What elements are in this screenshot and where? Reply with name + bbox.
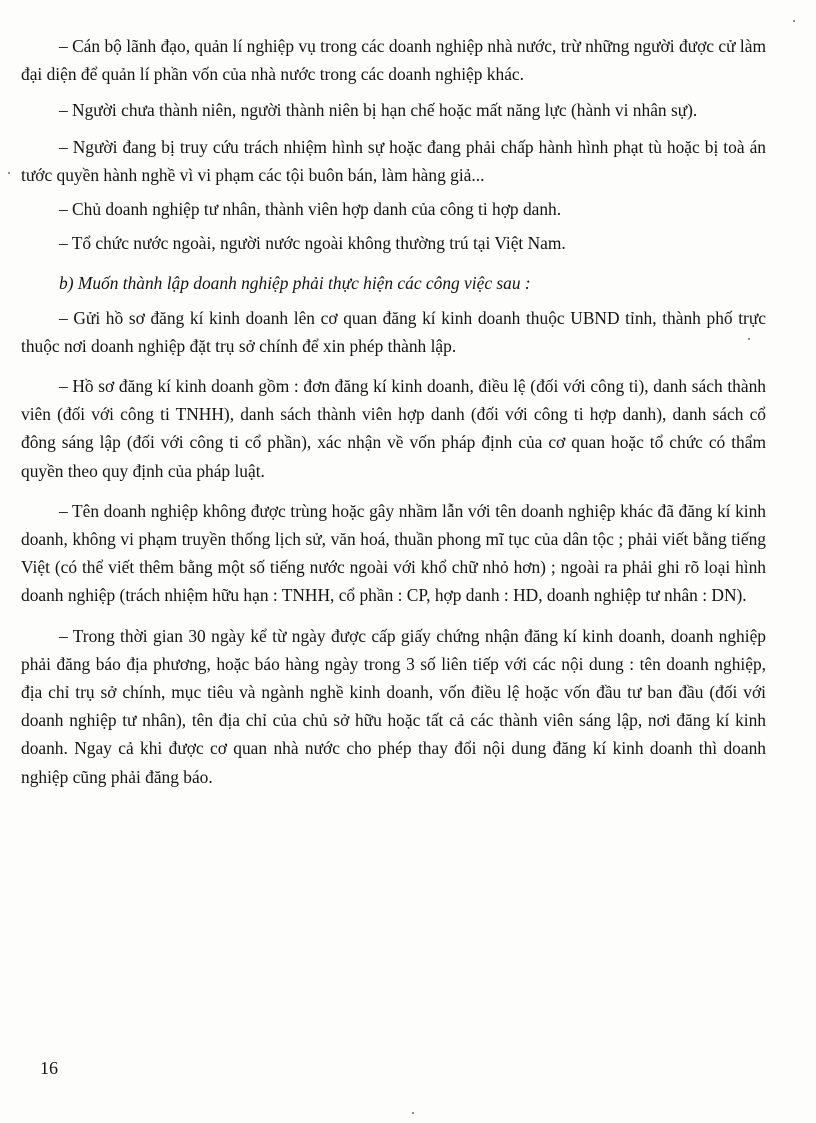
paragraph-submit-dossier: – Gửi hồ sơ đăng kí kinh doanh lên cơ quan đăng kí kinh doanh thuộc UBND tỉnh, thành phố trực thuộc nơi doanh nghiệp đặt trụ sở chính để xin phép thành lập. [21, 307, 766, 356]
scan-speck [748, 338, 750, 340]
paragraph-excluded-minors: – Người chưa thành niên, người thành niên bị hạn chế hoặc mất năng lực (hành vi nhân sự). [59, 100, 698, 121]
paragraph-enterprise-name: – Tên doanh nghiệp không được trùng hoặc gây nhầm lẫn với tên doanh nghiệp khác đã đăng kí kinh doanh, không vi phạm truyền thống lịch sử, văn hoá, thuần phong mĩ tục của dân tộc ; phải viết bằng tiếng Việt (có thể viết thêm bằng một số tiếng nước ngoài với khổ chữ nhỏ hơn) ; ngoài ra phải ghi rõ loại hình doanh nghiệp (trách nhiệm hữu hạn : TNHH, cổ phần : CP, hợp danh : HD, doanh nghiệp tư nhân : DN). [21, 500, 766, 606]
section-heading-b: b) Muốn thành lập doanh nghiệp phải thực hiện các công việc sau : [59, 273, 531, 294]
scan-speck [412, 1112, 414, 1114]
scan-speck [8, 172, 10, 174]
paragraph-excluded-owners: – Chủ doanh nghiệp tư nhân, thành viên hợp danh của công ti hợp danh. [59, 199, 562, 220]
page-number: 16 [40, 1058, 58, 1078]
paragraph-publication: – Trong thời gian 30 ngày kể từ ngày được cấp giấy chứng nhận đăng kí kinh doanh, doanh nghiệp phải đăng báo địa phương, hoặc báo hàng ngày trong 3 số liên tiếp với các nội dung : tên doanh nghiệp, địa chỉ trụ sở chính, mục tiêu và ngành nghề kinh doanh, vốn điều lệ hoặc vốn đầu tư ban đầu (đối với doanh nghiệp tư nhân), tên địa chỉ của chủ sở hữu hoặc tất cả các thành viên sáng lập, nơi đăng kí kinh doanh. Ngay cả khi được cơ quan nhà nước cho phép thay đổi nội dung đăng kí kinh doanh thì doanh nghiệp cũng phải đăng báo. [21, 625, 766, 787]
paragraph-excluded-foreigners: – Tổ chức nước ngoài, người nước ngoài không thường trú tại Việt Nam. [59, 233, 566, 254]
paragraph-excluded-state-managers: – Cán bộ lãnh đạo, quản lí nghiệp vụ trong các doanh nghiệp nhà nước, trừ những người được cử làm đại diện để quản lí phần vốn của nhà nước trong các doanh nghiệp khác. [21, 36, 766, 85]
scan-speck [793, 20, 795, 22]
paragraph-excluded-prosecuted: – Người đang bị truy cứu trách nhiệm hình sự hoặc đang phải chấp hành hình phạt tù hoặc bị toà án tước quyền hành nghề vì vi phạm các tội buôn bán, làm hàng giả... [21, 136, 766, 185]
body-text [21, 32, 766, 791]
paragraph-dossier-contents: – Hồ sơ đăng kí kinh doanh gồm : đơn đăng kí kinh doanh, điều lệ (đối với công ti), danh sách thành viên (đối với công ti TNHH), danh sách thành viên hợp danh (đối với công ti hợp danh), danh sách cổ đông sáng lập (đối với công ti cổ phần), xác nhận về vốn pháp định của cơ quan hoặc tổ chức có thẩm quyền theo quy định của pháp luật. [21, 376, 766, 481]
